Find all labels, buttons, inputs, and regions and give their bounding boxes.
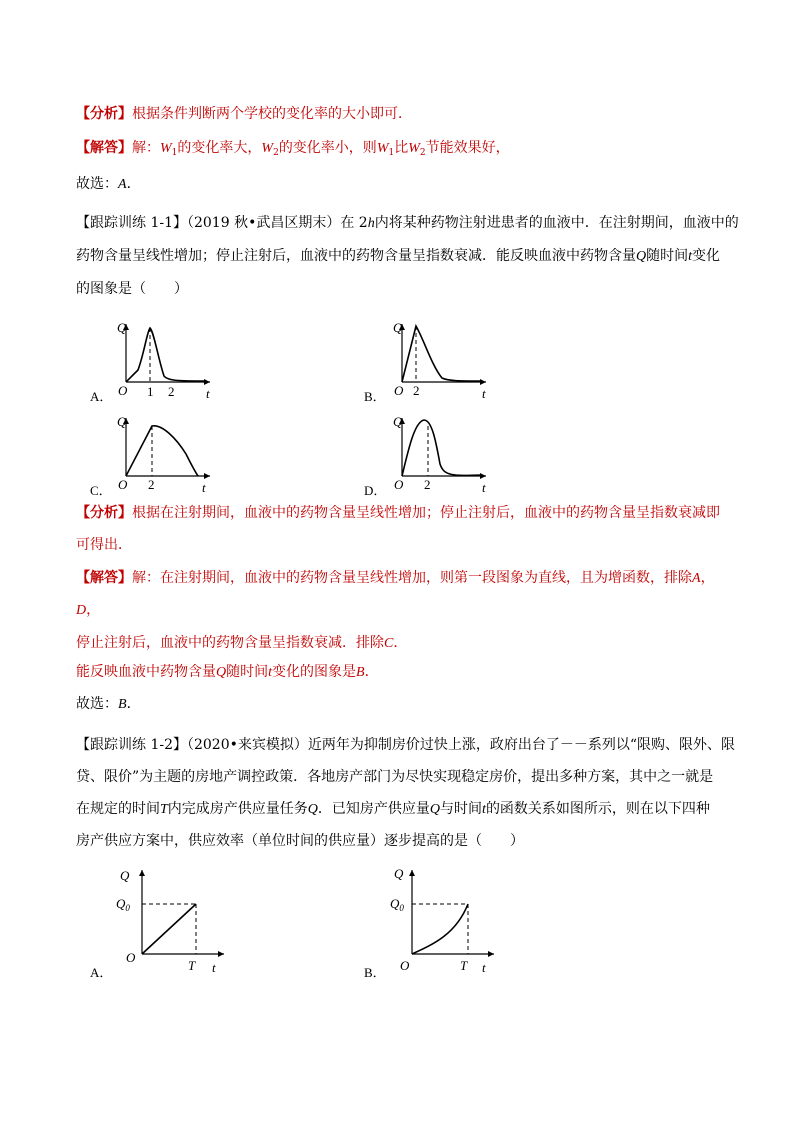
graph-c-label: C． — [90, 483, 112, 498]
choose-text: 故选： — [76, 696, 118, 712]
axis-q0: $Q_0$ — [116, 896, 130, 913]
q12-T: T — [160, 802, 168, 817]
graph-c — [110, 412, 220, 494]
q11-line1 — [76, 213, 739, 234]
analysis-2-text2: 可得出． — [76, 537, 132, 553]
tick-2: 2 — [424, 477, 431, 492]
answer-2-b: B — [356, 665, 365, 680]
q12-line4 — [76, 831, 524, 851]
graph-a-label: A． — [90, 389, 113, 404]
graph2-a — [112, 866, 232, 978]
answer-2-text3: 停止注射后，血液中的药物含量呈指数衰减．排除 — [76, 635, 384, 651]
answer-2-d: D — [76, 603, 87, 618]
graph-a — [110, 318, 220, 400]
choose-value: B — [118, 697, 127, 712]
axis-o: O — [118, 383, 128, 398]
answer-2-a: A — [692, 571, 701, 586]
q12-text3d: 与时间 — [440, 801, 483, 817]
axis-o: O — [400, 958, 410, 973]
tick-2: 2 — [168, 384, 175, 399]
q11-q: Q — [636, 249, 647, 264]
q11-text-c: 药物含量呈线性增加；停止注射后，血液中的药物含量呈指数衰减．能反映血液中药物含量 — [76, 248, 636, 264]
graph2-b — [382, 866, 502, 978]
analysis-1 — [76, 104, 412, 124]
graph-d-label: D． — [364, 483, 387, 498]
axis-o: O — [126, 950, 136, 965]
axis-T: T — [188, 958, 196, 973]
answer-2-line2 — [76, 600, 100, 621]
q11-text-f: 的图象是（ ） — [76, 281, 188, 297]
analysis-text: 根据条件判断两个学校的变化率的大小即可． — [132, 106, 412, 122]
q12-line1 — [76, 735, 735, 755]
choose-text: 故选： — [76, 176, 118, 192]
answer-2-line1 — [76, 568, 715, 589]
axis-t: t — [482, 480, 486, 495]
q11-t: t — [688, 249, 693, 264]
answer-mid3: 比 — [394, 140, 409, 156]
answer-2-text4b: 随时间 — [226, 664, 269, 680]
axis-q: Q — [117, 320, 127, 335]
axis-t: t — [206, 386, 210, 401]
answer-end: 节能效果好， — [425, 140, 510, 156]
answer-2-c: C — [384, 636, 394, 651]
axis-t: t — [202, 480, 206, 495]
q12-text4: 房产供应方案中，供应效率（单位时间的供应量）逐步提高的是（ ） — [76, 833, 524, 849]
var-w2b: W — [408, 141, 420, 156]
axis-q0: $Q_0$ — [390, 896, 404, 913]
q12-Q: Q — [307, 802, 318, 817]
answer-tag: 【解答】 — [76, 140, 132, 156]
q12-text3b: 内完成房产供应量任务 — [167, 801, 308, 817]
q11-text-d: 随时间 — [646, 248, 689, 264]
var-w2b-sub: 2 — [419, 148, 426, 158]
tick-2: 2 — [148, 477, 155, 492]
answer-2-line4 — [76, 662, 379, 683]
q11-text-b: 内将某种药物注射进患者的血液中．在注射期间，血液中的 — [374, 215, 739, 231]
axis-q: Q — [393, 414, 403, 429]
answer-2-q: Q — [216, 665, 227, 680]
answer-mid2: 的变化率小，则 — [278, 140, 377, 156]
axis-t: t — [212, 960, 216, 975]
axis-q: Q — [394, 866, 404, 881]
axis-q: Q — [120, 868, 130, 883]
tick-2: 2 — [413, 383, 420, 398]
graph-b — [386, 318, 496, 400]
axis-T: T — [460, 958, 468, 973]
axis-q: Q — [393, 320, 403, 335]
axis-t: t — [482, 386, 486, 401]
choose-2 — [76, 694, 141, 715]
axis-t: t — [482, 960, 486, 975]
q12-text3a: 在规定的时间 — [76, 801, 160, 817]
q11-text-e: 变化 — [692, 248, 721, 264]
answer-pre: 解： — [132, 140, 160, 156]
graph2-a-label: A． — [90, 965, 113, 980]
q11-line2 — [76, 246, 720, 267]
answer-mid1: 的变化率大， — [177, 140, 262, 156]
graph2-b-label: B． — [364, 965, 386, 980]
var-w2: W — [261, 141, 274, 156]
q12-Q2: Q — [429, 802, 441, 817]
var-w2-sub: 2 — [273, 148, 279, 158]
answer-2-line3 — [76, 633, 407, 654]
graph-d — [386, 412, 496, 494]
answer-2-text1: 解：在注射期间，血液中的药物含量呈线性增加，则第一段图象为直线，且为增函数，排除 — [132, 570, 692, 586]
analysis-2-line1 — [76, 503, 720, 523]
answer-2-text4a: 能反映血液中药物含量 — [76, 664, 216, 680]
q11-line3 — [76, 279, 188, 299]
var-w1-sub: 1 — [171, 148, 178, 158]
q12-line2 — [76, 767, 713, 787]
answer-2-t: t — [268, 665, 273, 680]
q12-text3c: ．已知房产供应量 — [317, 801, 430, 817]
var-w1b-sub: 1 — [388, 148, 395, 158]
choose-value: A — [118, 177, 127, 192]
q12-text3e: 的函数关系如图所示，则在以下四种 — [485, 801, 710, 817]
choose-1 — [76, 174, 141, 195]
answer-1 — [76, 138, 510, 159]
q12-text2: 贷、限价”为主题的房地产调控政策．各地房产部门为尽快实现稳定房价，提出多种方案，其中之一就是 — [76, 769, 714, 785]
q11-text-a: 【跟踪训练 1-1】（2019 秋•武昌区期末）在 2 — [76, 215, 368, 231]
axis-o: O — [118, 477, 128, 492]
graph-b-label: B． — [364, 389, 386, 404]
answer-tag: 【解答】 — [76, 570, 132, 586]
axis-q: Q — [117, 414, 127, 429]
answer-2-dot: ． — [393, 635, 408, 651]
var-w1b: W — [376, 141, 389, 156]
q12-line3 — [76, 799, 710, 820]
answer-2-dot2: ． — [364, 664, 379, 680]
choose-dot: ． — [126, 696, 141, 712]
tick-1: 1 — [147, 384, 154, 399]
axis-o: O — [394, 383, 404, 398]
analysis-2-text1: 根据在注射期间，血液中的药物含量呈线性增加；停止注射后，血液中的药物含量呈指数衰减即 — [132, 505, 720, 521]
analysis-tag: 【分析】 — [76, 106, 132, 122]
q11-h: h — [367, 216, 375, 231]
answer-2-text4c: 变化的图象是 — [272, 664, 357, 680]
analysis-2-line2 — [76, 535, 132, 555]
q12-text1: 【跟踪训练 1-2】（2020•来宾模拟）近两年为抑制房价过快上涨，政府出台了－－系列以“限购、限外、限 — [76, 737, 736, 753]
q12-t: t — [482, 802, 486, 817]
choose-dot: ． — [126, 176, 141, 192]
analysis-tag: 【分析】 — [76, 505, 132, 521]
var-w1: W — [160, 141, 172, 156]
answer-2-comma2: ， — [86, 602, 101, 618]
answer-2-comma: ， — [700, 570, 715, 586]
axis-o: O — [394, 477, 404, 492]
